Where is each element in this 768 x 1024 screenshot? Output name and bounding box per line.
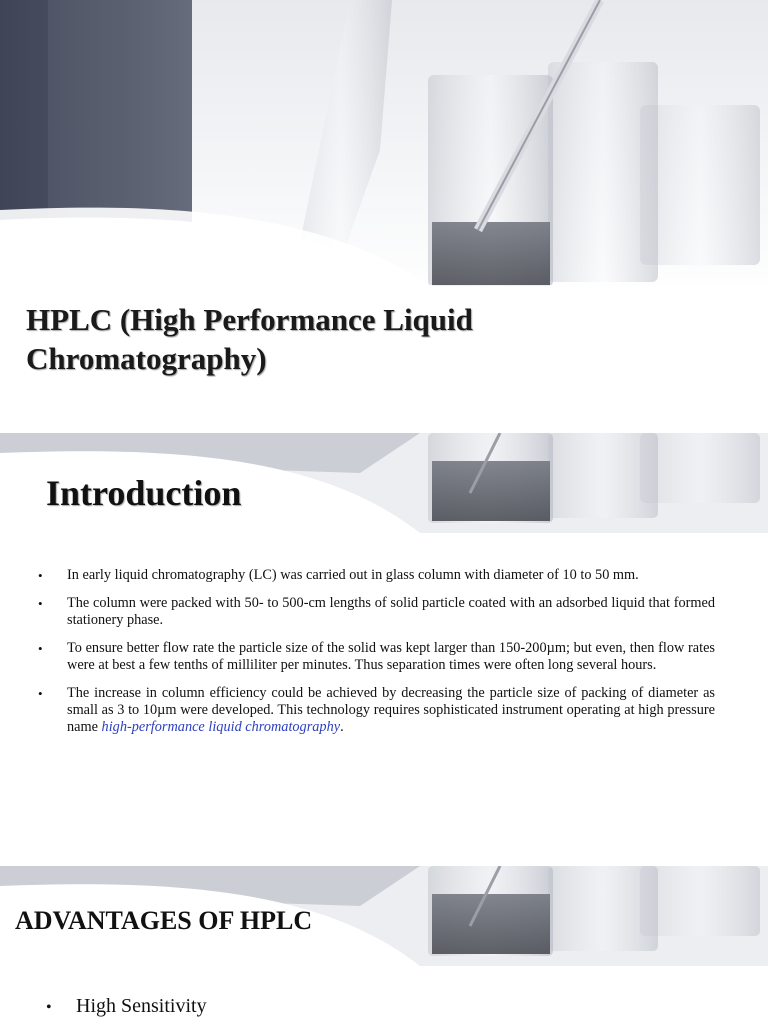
- list-item: [46, 994, 207, 1020]
- introduction-bullet-list: [38, 567, 715, 747]
- title-line-2: Chromatography): [26, 341, 267, 376]
- bullet-icon: •: [46, 999, 52, 1016]
- bullet-icon: •: [38, 568, 43, 583]
- list-item: [38, 567, 715, 584]
- advantages-list: [46, 994, 207, 1020]
- bullet-text: The increase in column efficiency could be achieved by decreasing the particle size of packing of diameter as small as 3 to 10µm were developed. This technology requires sophisticated instrument operating at high pressure name: [67, 685, 715, 735]
- list-item: [38, 595, 715, 629]
- bullet-end: .: [340, 719, 344, 735]
- white-swoosh: [0, 190, 768, 300]
- title-line-1: HPLC (High Performance Liquid: [26, 302, 473, 337]
- bullet-icon: •: [38, 686, 43, 701]
- hplc-term-link[interactable]: high-performance liquid chromatography: [101, 719, 341, 735]
- list-item: [38, 640, 715, 674]
- section-heading-advantages: ADVANTAGES OF HPLC: [15, 906, 313, 935]
- bullet-text: In early liquid chromatography (LC) was carried out in glass column with diameter of 10 to 50 mm.: [67, 567, 639, 583]
- lab-glassware-photo: [0, 0, 768, 300]
- slide-title: [0, 0, 768, 420]
- bullet-icon: •: [38, 596, 43, 611]
- page-title: [26, 300, 746, 378]
- bullet-icon: •: [38, 641, 43, 656]
- slide-separator: [0, 420, 768, 433]
- bullet-text: To ensure better flow rate the particle size of the solid was kept larger than 150-200µm; but even, then flow rates were at best a few tenths of milliliter per minutes. Thus separation times were often long several hours.: [67, 640, 715, 673]
- bullet-text: The column were packed with 50- to 500-cm lengths of solid particle coated with an adsorbed liquid that formed stationery phase.: [67, 595, 715, 628]
- advantage-text: High Sensitivity: [76, 995, 207, 1017]
- section-heading-introduction: Introduction: [46, 473, 242, 513]
- list-item: [38, 685, 715, 736]
